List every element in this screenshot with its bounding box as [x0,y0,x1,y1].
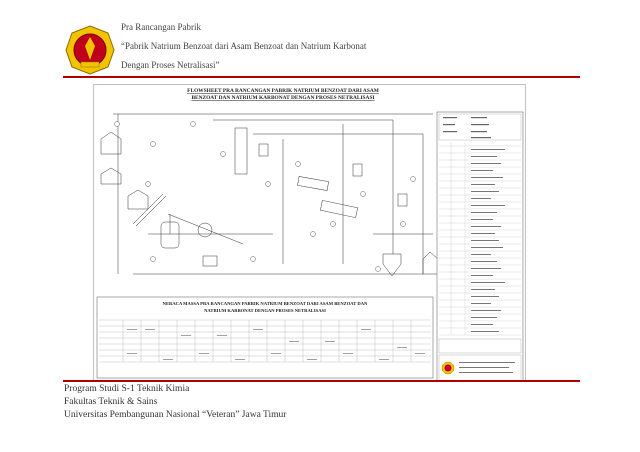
header-line-2: “Pabrik Natrium Benzoat dari Asam Benzoat dan Natrium Karbonat [121,41,367,51]
footer-faculty: Fakultas Teknik & Sains [64,397,158,407]
header-rule [63,76,580,78]
flowsheet-title-line-1: FLOWSHEET PRA RANCANGAN PABRIK NATRIUM BENZOAT DARI ASAM [187,88,379,94]
university-logo [64,24,116,76]
mass-balance-table [97,297,433,378]
flowsheet-drawing [93,84,526,381]
footer-rule [63,380,580,382]
footer-university: Universitas Pembangunan Nasional “Veteran” Jawa Timur [64,410,287,420]
header-line-3: Dengan Proses Netralisasi” [121,60,220,70]
equipment-legend [437,112,523,381]
footer-program: Program Studi S-1 Teknik Kimia [64,384,190,394]
header-line-1: Pra Rancangan Pabrik [121,22,201,32]
flowsheet-title-line-2: BENZOAT DAN NATRIUM KARBONAT DENGAN PROSES NETRALISASI [191,95,375,101]
mass-balance-title-line-1: NERACA MASSA PRA RANCANGAN PABRIK NATRIUM BENZOAT DARI ASAM BENZOAT DAN [162,301,368,306]
mass-balance-title-line-2: NATRIUM KARBONAT DENGAN PROSES NETRALISASI [204,308,326,313]
